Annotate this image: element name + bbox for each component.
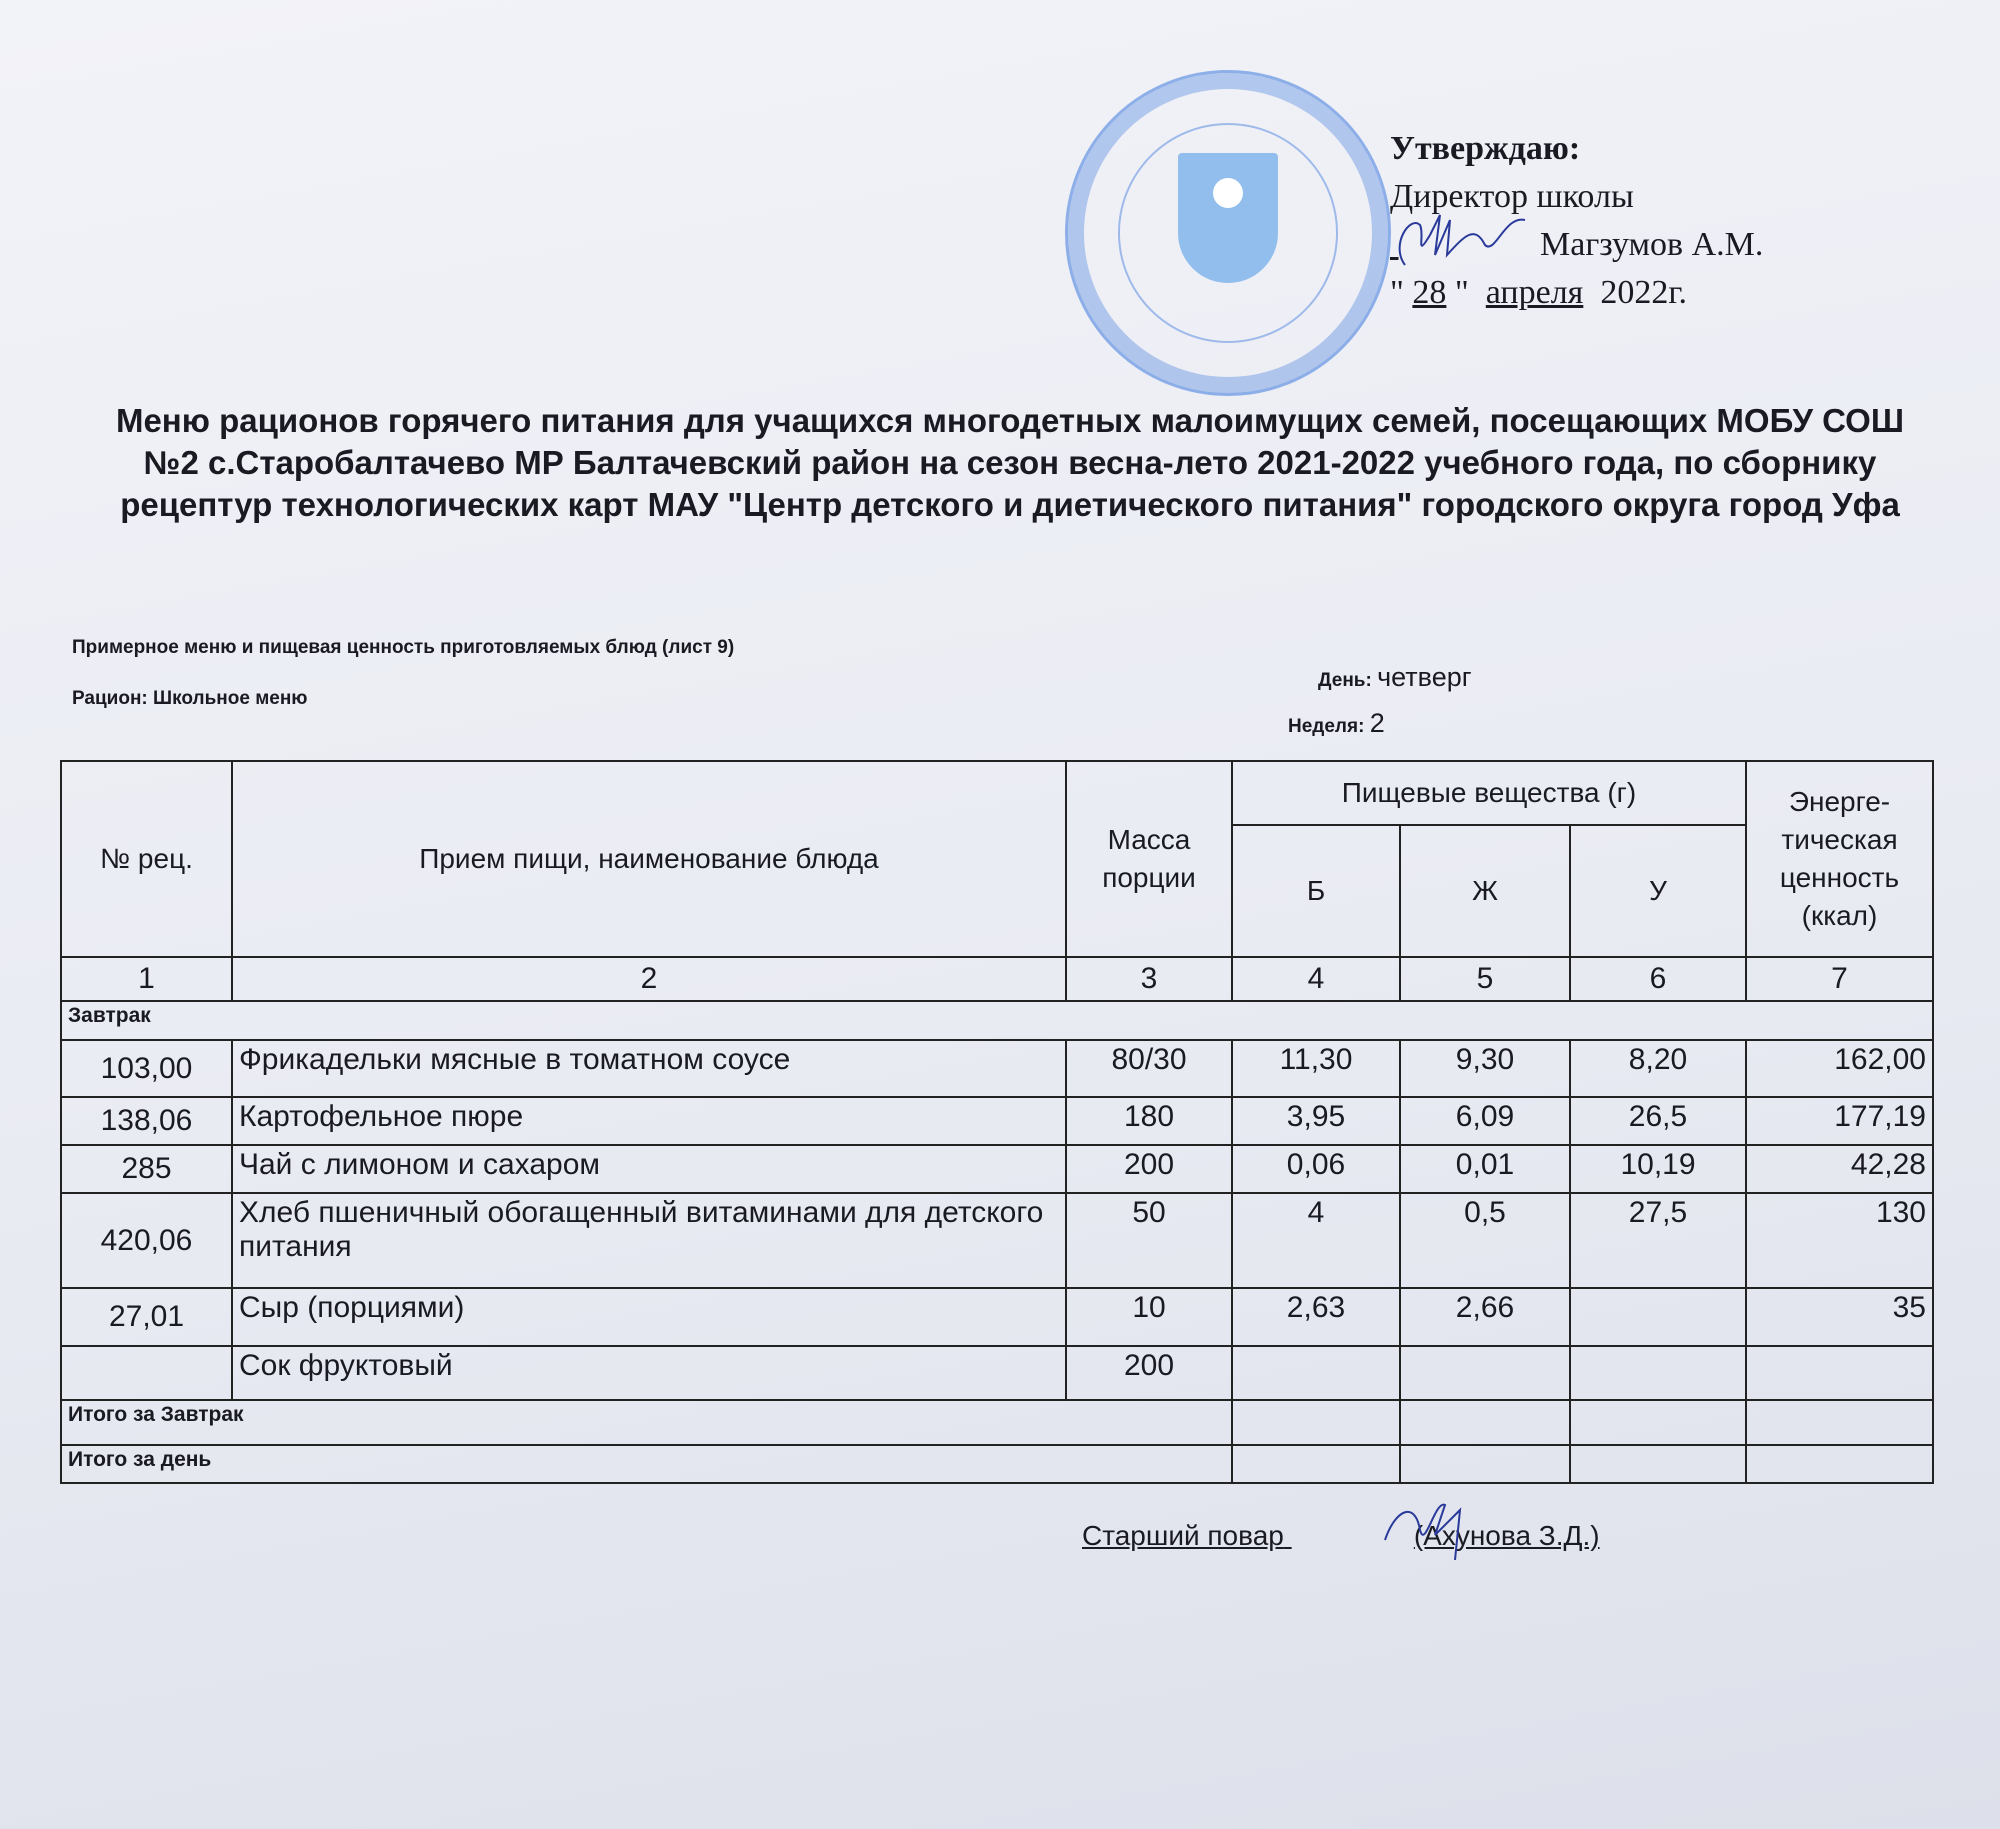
header-dish: Прием пищи, наименование блюда [232, 761, 1066, 957]
portion-mass: 80/30 [1066, 1040, 1232, 1097]
menu-table [60, 760, 1934, 1484]
total-day: Итого за день [61, 1445, 1232, 1483]
table-row [61, 1288, 1933, 1346]
dish-name: Хлеб пшеничный обогащенный витаминами для детского питания [232, 1193, 1066, 1288]
recipe-number [61, 1346, 232, 1400]
recipe-number: 285 [61, 1145, 232, 1193]
recipe-number: 27,01 [61, 1288, 232, 1346]
carbs: 26,5 [1570, 1097, 1746, 1145]
director-signature [1385, 205, 1535, 275]
table-row [61, 1145, 1933, 1193]
protein: 3,95 [1232, 1097, 1400, 1145]
fat: 0,01 [1400, 1145, 1570, 1193]
week-value: 2 [1369, 708, 1385, 738]
carbs [1570, 1346, 1746, 1400]
energy: 42,28 [1746, 1145, 1933, 1193]
approval-year: 2022г. [1600, 274, 1687, 311]
dish-name: Чай с лимоном и сахаром [232, 1145, 1066, 1193]
energy: 162,00 [1746, 1040, 1933, 1097]
table-row [61, 1193, 1933, 1288]
footer-role: Старший повар [1082, 1520, 1284, 1551]
week-label: Неделя: [1288, 716, 1365, 737]
recipe-number: 103,00 [61, 1040, 232, 1097]
protein: 0,06 [1232, 1145, 1400, 1193]
recipe-number: 420,06 [61, 1193, 232, 1288]
col-number: 7 [1746, 957, 1933, 1001]
header-nutrients: Пищевые вещества (г) [1232, 761, 1746, 825]
fat: 6,09 [1400, 1097, 1570, 1145]
subtitle: Примерное меню и пищевая ценность приготовляемых блюд (лист 9) [72, 637, 735, 658]
director-name: Магзумов А.М. [1540, 226, 1764, 263]
approval-day: 28 [1412, 274, 1447, 311]
column-number-row [61, 957, 1933, 1001]
cook-signature [1375, 1490, 1485, 1570]
ration: Рацион: Школьное меню [72, 688, 308, 709]
footer-name: (Ахунова З.Д.) [1413, 1520, 1600, 1551]
energy: 177,19 [1746, 1097, 1933, 1145]
header-fat: Ж [1400, 825, 1570, 957]
header-mass: Масса порции [1066, 761, 1232, 957]
portion-mass: 200 [1066, 1346, 1232, 1400]
header-energy: Энерге-тическая ценность (ккал) [1746, 761, 1933, 957]
table-row [61, 1097, 1933, 1145]
table-row [61, 1346, 1933, 1400]
protein: 11,30 [1232, 1040, 1400, 1097]
energy: 35 [1746, 1288, 1933, 1346]
official-stamp [1065, 70, 1391, 396]
approval-heading: Утверждаю: [1390, 130, 1581, 167]
approval-position: Директор школы [1390, 178, 1634, 215]
portion-mass: 50 [1066, 1193, 1232, 1288]
col-number: 3 [1066, 957, 1232, 1001]
dish-name: Сыр (порциями) [232, 1288, 1066, 1346]
carbs: 27,5 [1570, 1193, 1746, 1288]
approval-month: апреля [1485, 274, 1584, 311]
day-label: День: [1318, 670, 1372, 691]
header-carbs: У [1570, 825, 1746, 957]
day-value: четверг [1377, 662, 1472, 692]
fat: 9,30 [1400, 1040, 1570, 1097]
recipe-number: 138,06 [61, 1097, 232, 1145]
col-number: 2 [232, 957, 1066, 1001]
portion-mass: 200 [1066, 1145, 1232, 1193]
protein: 4 [1232, 1193, 1400, 1288]
carbs [1570, 1288, 1746, 1346]
fat: 0,5 [1400, 1193, 1570, 1288]
footer-signature-line [1082, 1520, 1600, 1552]
protein [1232, 1346, 1400, 1400]
total-breakfast: Итого за Завтрак [61, 1400, 1232, 1445]
dish-name: Картофельное пюре [232, 1097, 1066, 1145]
dish-name: Сок фруктовый [232, 1346, 1066, 1400]
header-rec: № рец. [61, 761, 232, 957]
carbs: 8,20 [1570, 1040, 1746, 1097]
table-row [61, 1040, 1933, 1097]
col-number: 1 [61, 957, 232, 1001]
coat-of-arms-icon [1178, 153, 1278, 283]
approval-block: Утверждаю: Директор школы Магзумов А.М. " 28 " апреля 2022г. [1390, 130, 1764, 311]
col-number: 4 [1232, 957, 1400, 1001]
col-number: 5 [1400, 957, 1570, 1001]
section-breakfast: Завтрак [61, 1001, 1933, 1040]
portion-mass: 180 [1066, 1097, 1232, 1145]
dish-name: Фрикадельки мясные в томатном соусе [232, 1040, 1066, 1097]
fat: 2,66 [1400, 1288, 1570, 1346]
col-number: 6 [1570, 957, 1746, 1001]
energy: 130 [1746, 1193, 1933, 1288]
protein: 2,63 [1232, 1288, 1400, 1346]
document-title: Меню рационов горячего питания для учащихся многодетных малоимущих семей, посещающих МОБУ СОШ №2 с.Старобалтачево МР Балтачевский район на сезон весна-лето 2021-2022 учебного года, по сборнику рецептур технологических карт МАУ "Центр детского и диетического питания" городского округа город Уфа [115, 402, 1905, 523]
fat [1400, 1346, 1570, 1400]
portion-mass: 10 [1066, 1288, 1232, 1346]
carbs: 10,19 [1570, 1145, 1746, 1193]
energy [1746, 1346, 1933, 1400]
header-protein: Б [1232, 825, 1400, 957]
